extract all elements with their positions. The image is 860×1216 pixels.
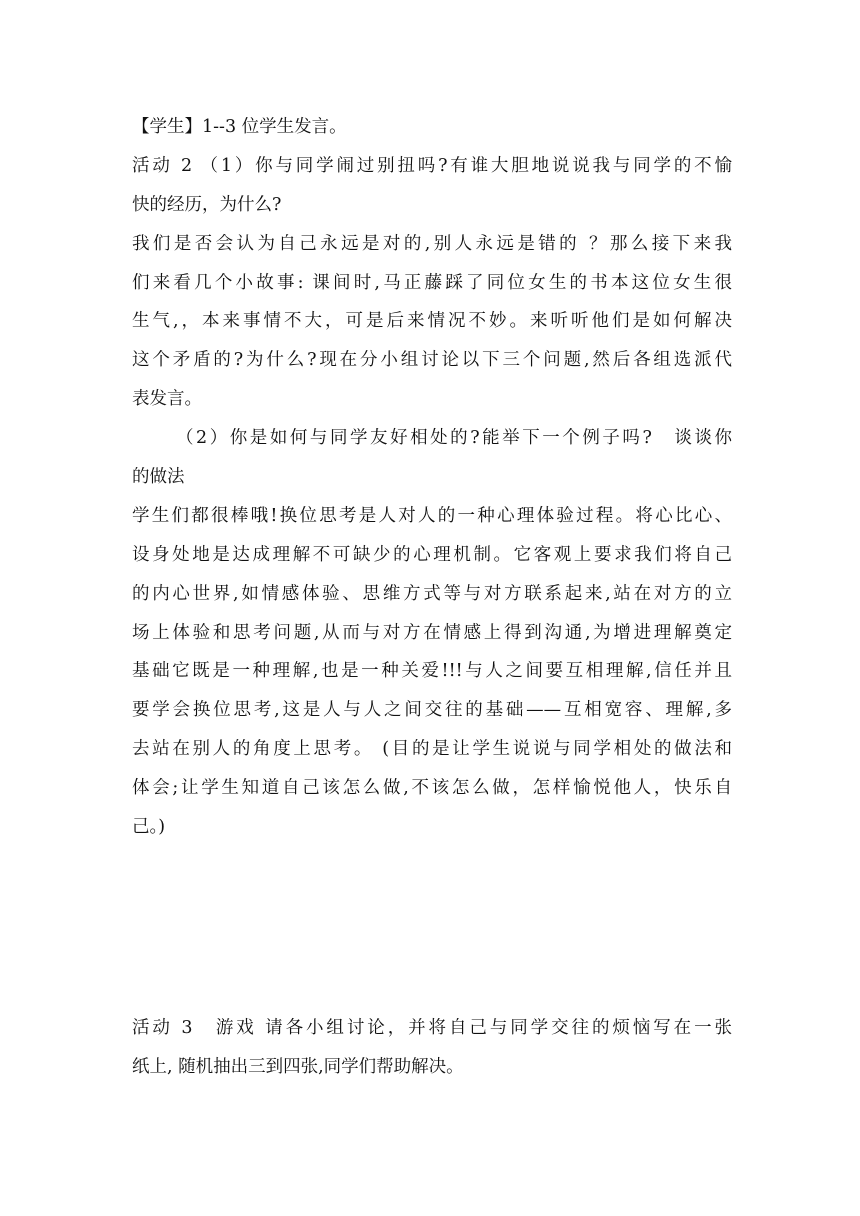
text-line: 活动 3 游戏 请各小组讨论，并将自己与同学交往的烦恼写在一张	[132, 1018, 732, 1038]
text-line: 纸上, 随机抽出三到四张,同学们帮助解决。	[132, 1056, 464, 1077]
text-line: 己。)	[132, 817, 166, 838]
activity-3-paragraph	[132, 1009, 732, 1087]
text-line: 体会;让学生知道自己该怎么做,不该怎么做，怎样愉悦他人，快乐自	[132, 778, 732, 799]
text-line: 去站在别人的角度上思考。 (目的是让学生说说与同学相处的做法和	[132, 739, 732, 760]
text-line: 生气,，本来事情不大，可是后来情况不妙。来听听他们是如何解决	[132, 311, 732, 332]
text-line: （2）你是如何与同学友好相处的?能举下一个例子吗? 谈谈你	[176, 428, 732, 449]
text-line: 场上体验和思考问题,从而与对方在情感上得到沟通,为增进理解奠定	[132, 622, 732, 643]
text-line: 要学会换位思考,这是人与人之间交往的基础——互相宽容、理解,多	[132, 700, 732, 721]
text-line: 的做法	[132, 467, 185, 488]
text-line: 【学生】1--3 位学生发言。	[132, 117, 347, 137]
text-line: 我们是否会认为自己永远是对的,别人永远是错的 ？那么接下来我	[132, 233, 732, 254]
text-line: 快的经历，为什么?	[132, 194, 282, 215]
text-line: 的内心世界,如情感体验、思维方式等与对方联系起来,站在对方的立	[132, 583, 732, 604]
text-line: 这个矛盾的?为什么?现在分小组讨论以下三个问题,然后各组选派代	[132, 350, 732, 371]
text-line: 表发言。	[132, 389, 202, 410]
text-line: 活动 2 （1）你与同学闹过别扭吗?有谁大胆地说说我与同学的不愉	[132, 155, 732, 176]
text-line: 们来看几个小故事: 课间时,马正藤踩了同位女生的书本这位女生很	[132, 272, 732, 293]
document-body	[132, 108, 732, 847]
text-line: 学生们都很棒哦!换位思考是人对人的一种心理体验过程。将心比心、	[132, 505, 732, 526]
text-line: 基础它既是一种理解,也是一种关爱!!!与人之间要互相理解,信任并且	[132, 661, 732, 682]
text-line: 设身处地是达成理解不可缺少的心理机制。它客观上要求我们将自己	[132, 544, 732, 565]
